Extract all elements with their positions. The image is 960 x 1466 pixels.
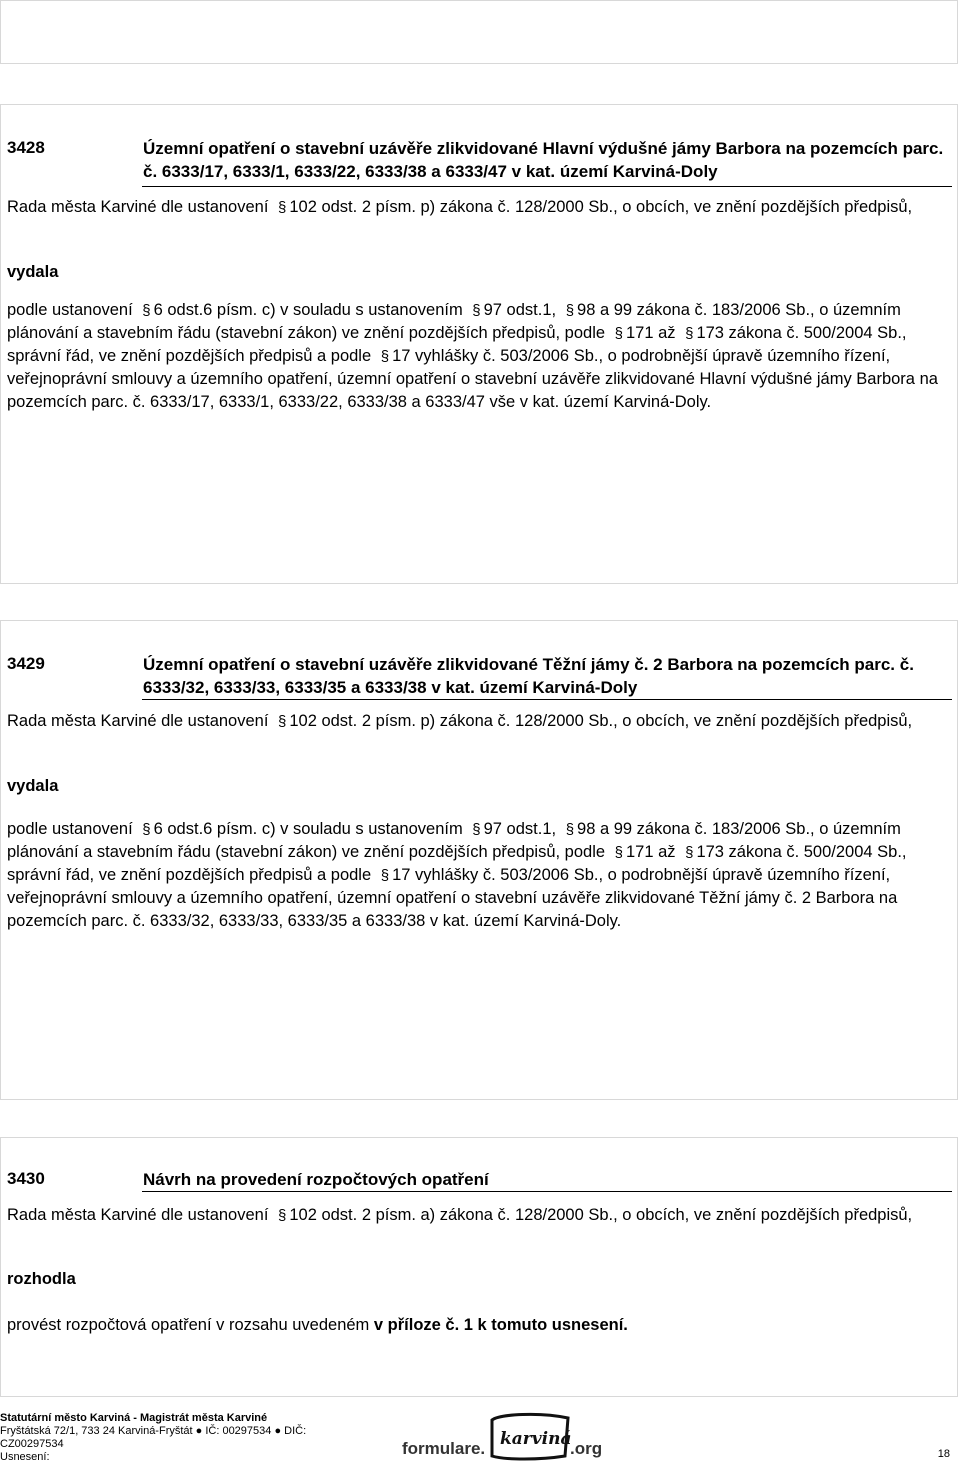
section-sign: § xyxy=(472,821,481,838)
section-sign: § xyxy=(685,844,694,861)
resolution-3430 xyxy=(0,1137,960,1397)
legal-basis-paragraph: Rada města Karviné dle ustanovení § 102 odst. 2 písm. p) zákona č. 128/2000 Sb., o obcích, ve znění pozdějších předpisů, xyxy=(7,710,952,733)
resolution-3428 xyxy=(0,104,960,584)
body-paragraph: podle ustanovení § 6 odst.6 písm. c) v souladu s ustanovením § 97 odst.1, § 98 a 99 zákona č. 183/2006 Sb., o územním plánování a stavebním řádu (stavební zákon) ve znění pozdějších předpisů, podle § 171 až § 173 zákona č. 500/2004 Sb., správní řád, ve znění pozdějších předpisů a podle § 17 vyhlášky č. 503/2006 Sb., o podrobnější úpravě územního řízení, veřejnoprávní smlouvy a územního opatření, územní opatření o stavební uzávěře zlikvidované Těžní jámy č. 2 Barbora na pozemcích parc. č. 6333/32, 6333/33, 6333/35 a 6333/38 v kat. území Karviná-Doly. xyxy=(7,820,907,930)
section-sign: § xyxy=(278,713,287,730)
formulare-karvina-logo xyxy=(400,1410,615,1462)
title-underline xyxy=(142,186,952,187)
legal-basis-paragraph: Rada města Karviné dle ustanovení § 102 odst. 2 písm. a) zákona č. 128/2000 Sb., o obcích, ve znění pozdějších předpisů, xyxy=(7,1204,952,1227)
resolution-number: 3430 xyxy=(7,1169,45,1188)
resolution-3429 xyxy=(0,620,960,1100)
page-number: 18 xyxy=(937,1448,950,1460)
resolution-number: 3428 xyxy=(7,138,45,157)
body-paragraph: podle ustanovení § 6 odst.6 písm. c) v souladu s ustanovením § 97 odst.1, § 98 a 99 zákona č. 183/2006 Sb., o územním plánování a stavebním řádu (stavební zákon) ve znění pozdějších předpisů, podle § 171 až § 173 zákona č. 500/2004 Sb., správní řád, ve znění pozdějších předpisů a podle § 17 vyhlášky č. 503/2006 Sb., o podrobnější úpravě územního řízení, veřejnoprávní smlouvy a územního opatření, územní opatření o stavební uzávěře zlikvidované Hlavní výdušné jámy Barbora na pozemcích parc. č. 6333/17, 6333/1, 6333/22, 6333/38 a 6333/47 vše v kat. území Karviná-Doly. xyxy=(7,301,938,411)
footer-org: Statutární město Karviná - Magistrát města Karviné xyxy=(0,1412,268,1424)
footer-label: Usnesení: xyxy=(0,1451,50,1463)
resolution-title: Územní opatření o stavební uzávěře zlikvidované Hlavní výdušné jámy Barbora na pozemcích parc. č. 6333/17, 6333/1, 6333/22, 6333/38 a 6333/47 v kat. území Karviná-Doly xyxy=(143,139,944,181)
section-sign: § xyxy=(685,325,694,342)
section-sign: § xyxy=(278,1207,287,1224)
resolution-number: 3429 xyxy=(7,654,45,673)
title-underline xyxy=(142,699,952,700)
verb-heading: vydala xyxy=(7,777,59,795)
logo-text-formulare: formulare. xyxy=(402,1439,486,1458)
section-sign: § xyxy=(565,302,575,319)
section-sign: § xyxy=(380,348,390,365)
section-sign: § xyxy=(142,821,151,838)
section-sign: § xyxy=(278,199,287,216)
footer-info xyxy=(0,1412,340,1464)
legal-basis-paragraph: Rada města Karviné dle ustanovení § 102 odst. 2 písm. p) zákona č. 128/2000 Sb., o obcích, ve znění pozdějších předpisů, xyxy=(7,196,952,219)
section-sign: § xyxy=(472,302,481,319)
verb-heading: rozhodla xyxy=(7,1270,76,1288)
logo-text-karvina: karviná xyxy=(500,1429,572,1449)
resolution-title: Územní opatření o stavební uzávěře zlikvidované Těžní jámy č. 2 Barbora na pozemcích parc. č. 6333/32, 6333/33, 6333/35 a 6333/38 v kat. území Karviná-Doly xyxy=(143,655,914,697)
page-frame-top xyxy=(0,0,958,64)
page-footer xyxy=(0,1408,960,1464)
title-underline xyxy=(142,1191,952,1192)
verb-heading: vydala xyxy=(7,263,59,281)
resolution-title: Návrh na provedení rozpočtových opatření xyxy=(143,1170,489,1189)
footer-dic: CZ00297534 xyxy=(0,1438,64,1450)
footer-address: Fryštátská 72/1, 733 24 Karviná-Fryštát ● IČ: 00297534 ● DIČ: xyxy=(0,1425,307,1437)
logo-text-org: .org xyxy=(570,1439,603,1458)
section-sign: § xyxy=(380,867,390,884)
section-sign: § xyxy=(142,302,151,319)
decision-paragraph: provést rozpočtová opatření v rozsahu uvedeném v příloze č. 1 k tomuto usnesení. xyxy=(7,1316,628,1334)
section-sign: § xyxy=(565,821,575,838)
section-sign: § xyxy=(614,325,623,342)
section-sign: § xyxy=(614,844,623,861)
